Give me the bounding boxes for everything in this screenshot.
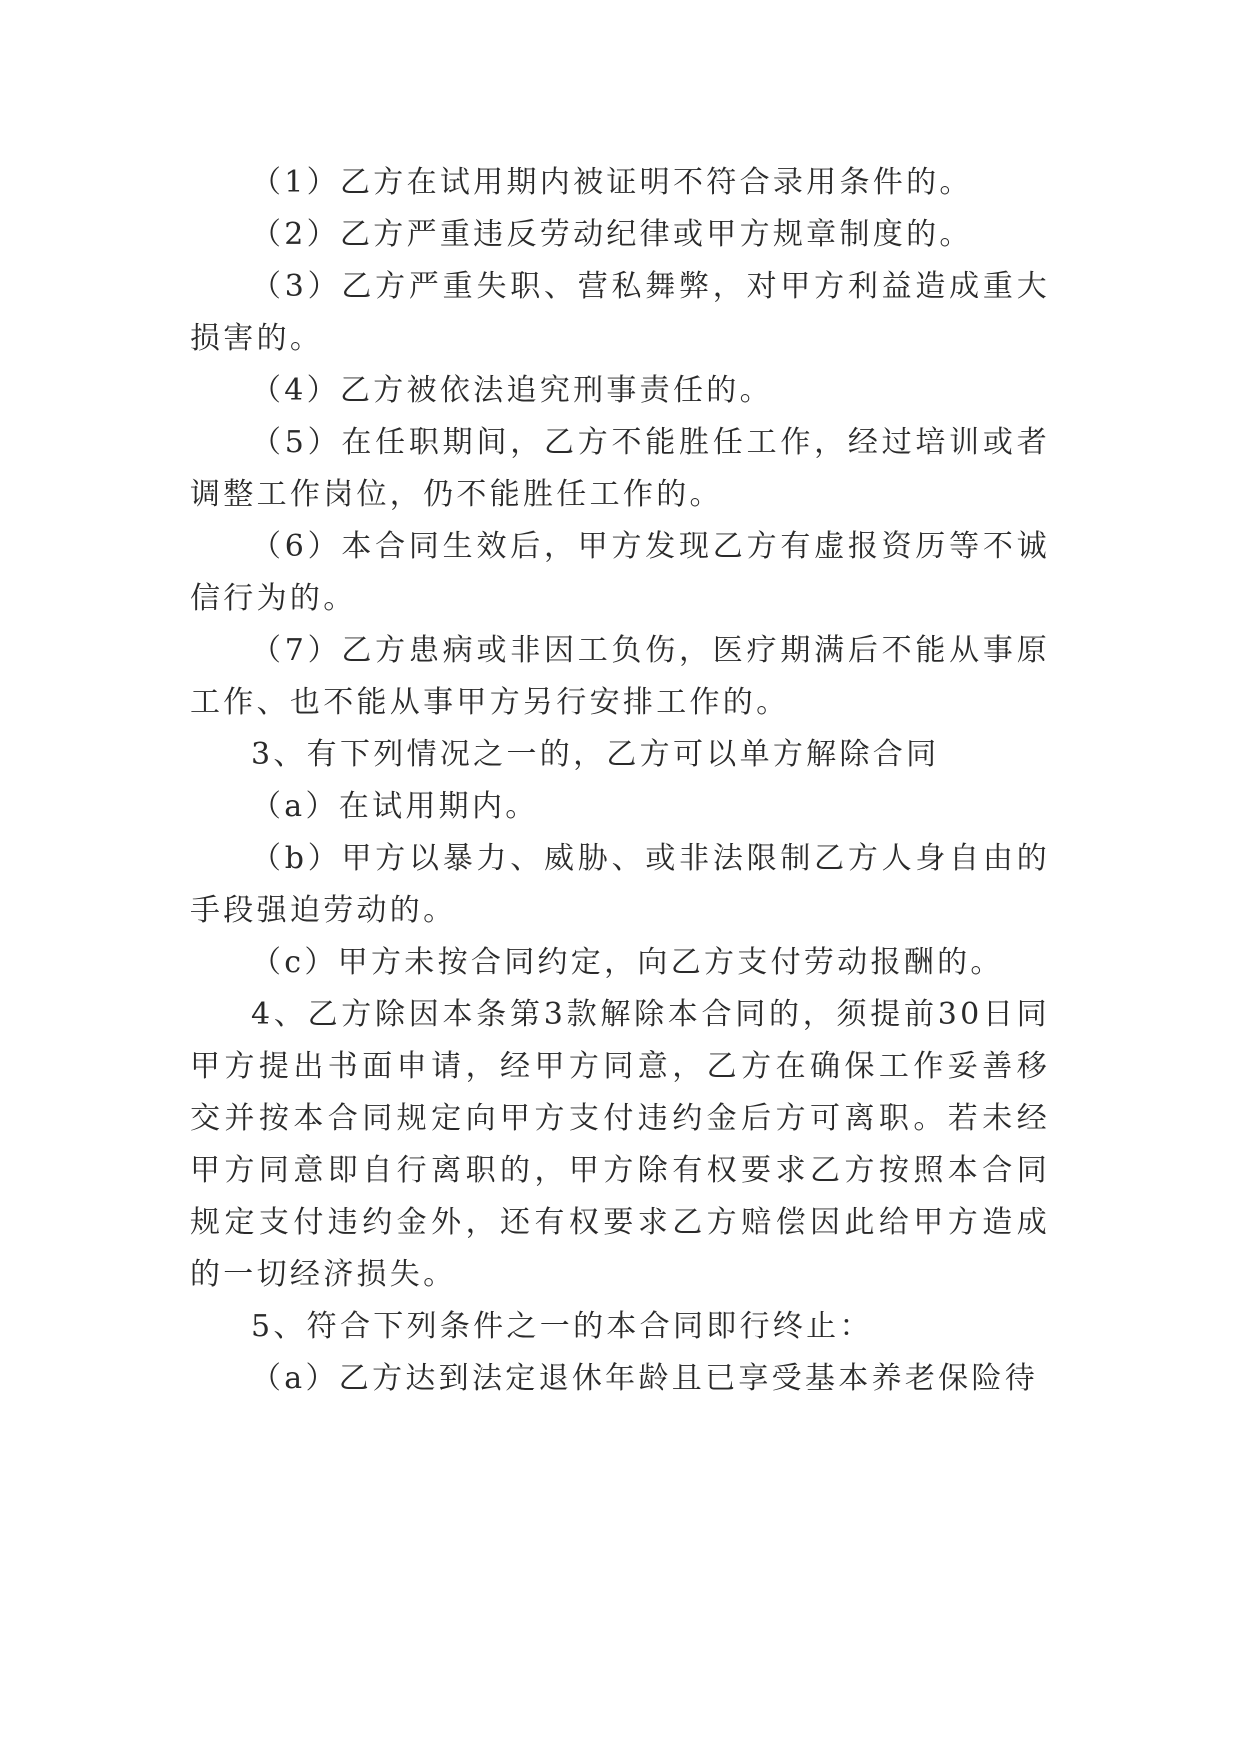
- section-3-heading: 3、有下列情况之一的，乙方可以单方解除合同: [251, 737, 940, 772]
- section-3-item-a: （a）在试用期内。: [251, 789, 539, 824]
- clause-item-5: （5）在任职期间，乙方不能胜任工作，经过培训或者调整工作岗位，仍不能胜任工作的。: [190, 425, 1050, 512]
- clause-item-3: （3）乙方严重失职、营私舞弊，对甲方利益造成重大损害的。: [190, 269, 1050, 356]
- document-body: [190, 157, 1050, 1405]
- section-4-paragraph: 4、乙方除因本条第3款解除本合同的，须提前30日同甲方提出书面申请，经甲方同意，乙方在确保工作妥善移交并按本合同规定向甲方支付违约金后方可离职。若未经甲方同意即自行离职的，甲方除有权要求乙方按照本合同规定支付违约金外，还有权要求乙方赔偿因此给甲方造成的一切经济损失。: [190, 997, 1050, 1292]
- section-5-item-a: （a）乙方达到法定退休年龄且已享受基本养老保险待: [251, 1361, 1039, 1396]
- clause-item-7: （7）乙方患病或非因工负伤，医疗期满后不能从事原工作、也不能从事甲方另行安排工作的。: [190, 633, 1050, 720]
- section-5-heading: 5、符合下列条件之一的本合同即行终止：: [251, 1309, 873, 1344]
- section-3-item-c: （c）甲方未按合同约定，向乙方支付劳动报酬的。: [251, 945, 1004, 980]
- clause-item-1: （1）乙方在试用期内被证明不符合录用条件的。: [251, 165, 973, 200]
- clause-item-4: （4）乙方被依法追究刑事责任的。: [251, 373, 773, 408]
- clause-item-2: （2）乙方严重违反劳动纪律或甲方规章制度的。: [251, 217, 973, 252]
- clause-item-6: （6）本合同生效后，甲方发现乙方有虚报资历等不诚信行为的。: [190, 529, 1050, 616]
- section-3-item-b: （b）甲方以暴力、威胁、或非法限制乙方人身自由的手段强迫劳动的。: [190, 841, 1050, 928]
